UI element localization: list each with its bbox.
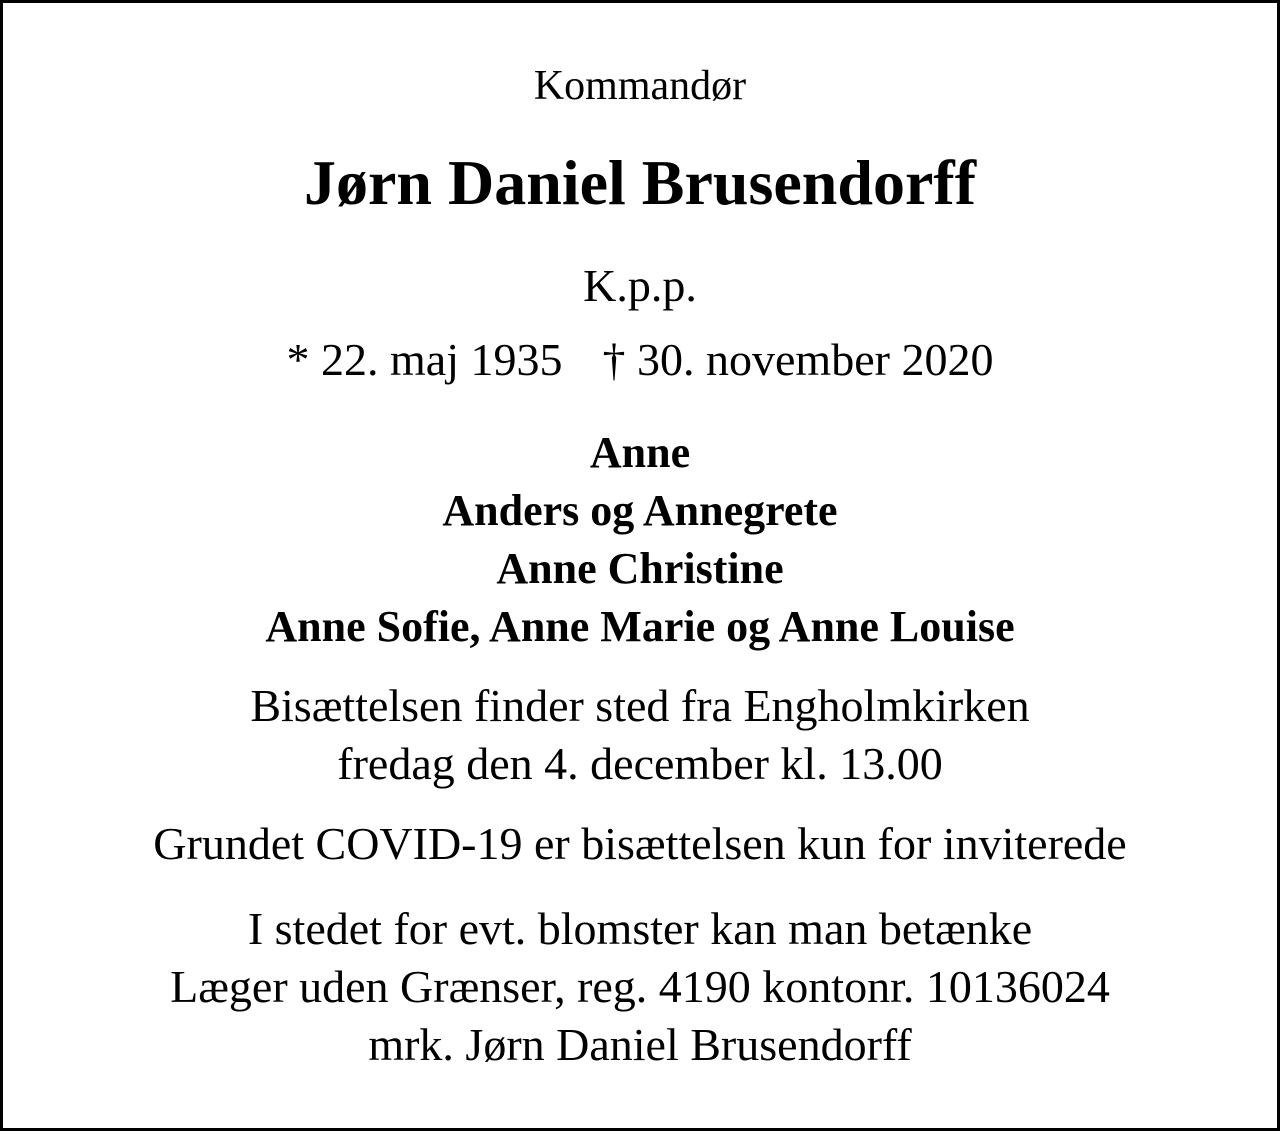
bereaved-name: Anne (589, 428, 691, 477)
bereaved-name: Anne Sofie, Anne Marie og Anne Louise (265, 602, 1015, 651)
donation-note (3, 900, 1277, 1074)
bereaved-family-list (3, 424, 1277, 656)
rank-title: Kommandør (533, 63, 747, 109)
funeral-time: fredag den 4. december kl. 13.00 (337, 738, 943, 789)
funeral-details (3, 677, 1277, 793)
donation-intro: I stedet for evt. blomster kan man betænke (247, 903, 1033, 954)
honours-abbreviation: K.p.p. (583, 260, 697, 311)
bereaved-name: Anders og Annegrete (442, 486, 838, 535)
bereaved-name: Anne Christine (496, 544, 784, 593)
birth-date: * 22. maj 1935 (286, 334, 563, 385)
life-dates (3, 334, 1277, 385)
deceased-name: Jørn Daniel Brusendorff (304, 147, 976, 218)
donation-account: Læger uden Grænser, reg. 4190 kontonr. 10136024 (170, 961, 1110, 1012)
death-date: † 30. november 2020 (602, 334, 994, 385)
donation-reference: mrk. Jørn Daniel Brusendorff (368, 1019, 912, 1070)
covid-note: Grundet COVID-19 er bisættelsen kun for inviterede (153, 818, 1127, 869)
funeral-location: Bisættelsen finder sted fra Engholmkirken (250, 680, 1030, 731)
